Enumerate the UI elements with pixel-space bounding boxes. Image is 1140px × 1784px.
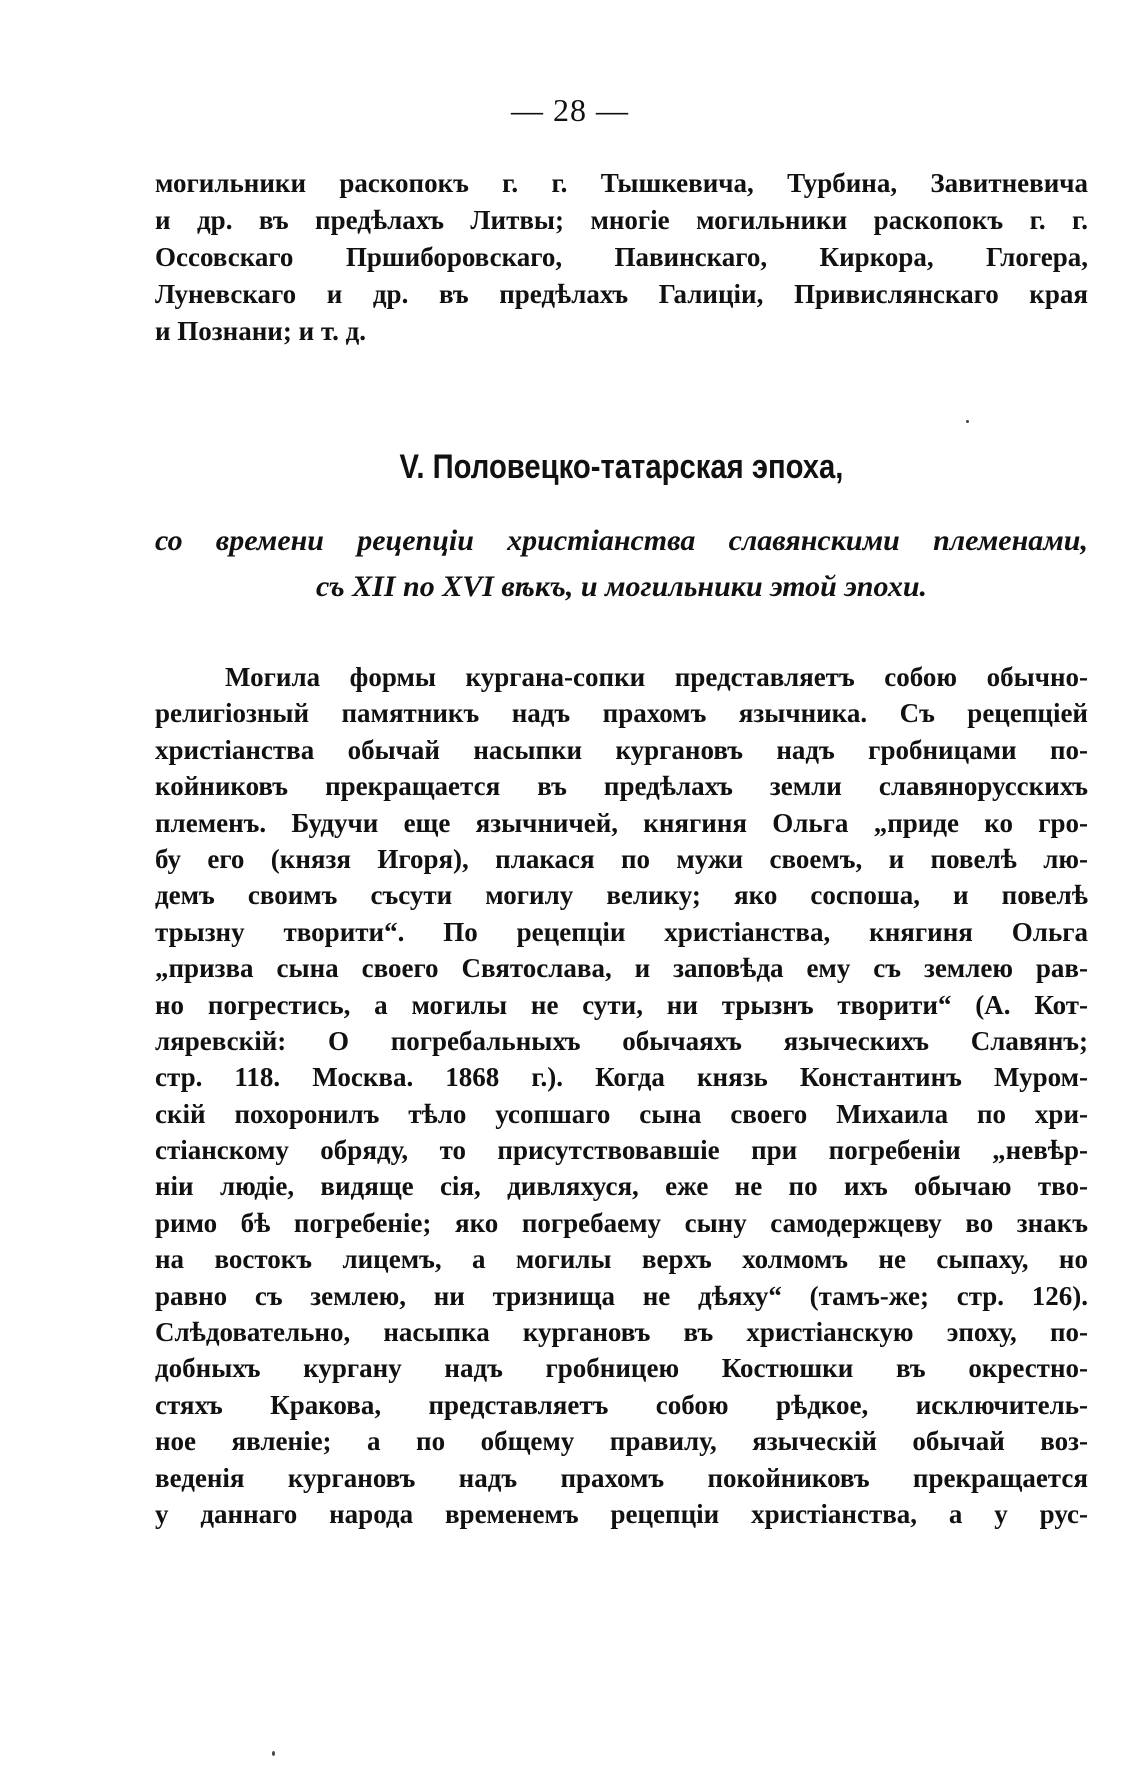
text-line: христіанства обычай насыпки кургановъ надъ гробницами по- bbox=[155, 734, 1088, 765]
text-line: племенъ. Будучи еще язычничей, княгиня Ольга „приде ко гро- bbox=[155, 807, 1088, 838]
text-line: могильники раскопокъ г. г. Тышкевича, Турбина, Завитневича bbox=[155, 168, 1088, 198]
text-line: римо бѣ погребеніе; яко погребаему сыну самодержцеву во знакъ bbox=[155, 1207, 1088, 1238]
text-line: трызну творити“. По рецепціи христіанства, княгиня Ольга bbox=[155, 916, 1088, 947]
text-line: у даннаго народа временемъ рецепціи христіанства, а у рус- bbox=[155, 1498, 1088, 1529]
text-line: на востокъ лицемъ, а могилы верхъ холмомъ не сыпаху, но bbox=[155, 1244, 1088, 1275]
text-line: бу его (князя Игоря), плакася по мужи своемъ, и повелѣ лю- bbox=[155, 843, 1088, 874]
text-line: Оссовскаго Пршиборовскаго, Павинскаго, Киркора, Глогера, bbox=[155, 242, 1088, 272]
text-line: Могила формы кургана-сопки представляетъ собою обычно- bbox=[225, 662, 1088, 692]
paragraph-continued bbox=[155, 165, 1088, 350]
text-line: равно съ землею, ни тризнища не дѣяху“ (тамъ-же; стр. 126). bbox=[155, 1280, 1088, 1311]
text-line: ляревскій: О погребальныхъ обычаяхъ языческихъ Славянъ; bbox=[155, 1025, 1088, 1056]
print-speck bbox=[966, 420, 969, 423]
text-line: койниковъ прекращается въ предѣлахъ земли славянорусскихъ bbox=[155, 771, 1088, 802]
text-line: ное явленіе; а по общему правилу, языческій обычай воз- bbox=[155, 1426, 1088, 1457]
text-line: Слѣдовательно, насыпка кургановъ въ христіанскую эпоху, по- bbox=[155, 1317, 1088, 1348]
text-line: стіанскому обряду, то присутствовавшіе при погребеніи „невѣр- bbox=[155, 1135, 1088, 1166]
paragraph-main bbox=[155, 659, 1088, 1532]
text-line: Луневскаго и др. въ предѣлахъ Галиціи, Привислянскаго края bbox=[155, 279, 1088, 309]
section-subheading-line: со времени рецепціи христіанства славянскими племенами, bbox=[155, 524, 1088, 557]
text-line: стяхъ Кракова, представляетъ собою рѣдкое, исключитель- bbox=[155, 1389, 1088, 1420]
text-line: „призва сына своего Святослава, и заповѣда ему съ землею рав- bbox=[155, 953, 1088, 984]
text-line: стр. 118. Москва. 1868 г.). Когда князь Константинъ Муром- bbox=[155, 1062, 1088, 1093]
text-line: демъ своимъ съсути могилу велику; яко соспоша, и повелѣ bbox=[155, 880, 1088, 911]
print-speck bbox=[272, 1751, 275, 1756]
page-number: — 28 — bbox=[511, 92, 629, 128]
text-line: и Познани; и т. д. bbox=[155, 316, 367, 346]
section-subheading-line: съ XII по XVI вѣкъ, и могильники этой эпохи. bbox=[315, 570, 928, 603]
section-heading: V. Половецко-татарская эпоха, bbox=[399, 448, 844, 486]
text-line: но погрестись, а могилы не сути, ни трызнъ творити“ (А. Кот- bbox=[155, 989, 1088, 1020]
text-line: и др. въ предѣлахъ Литвы; многіе могильники раскопокъ г. г. bbox=[155, 205, 1088, 235]
text-line: религіозный памятникъ надъ прахомъ язычника. Съ рецепціей bbox=[155, 698, 1088, 729]
text-line: скій похоронилъ тѣло усопшаго сына своего Михаила по хри- bbox=[155, 1098, 1088, 1129]
text-line: добныхъ кургану надъ гробницею Костюшки въ окрестно- bbox=[155, 1353, 1088, 1384]
text-line: ніи людіе, видяще сія, дивляхуся, еже не по ихъ обычаю тво- bbox=[155, 1171, 1088, 1202]
text-line: веденія кургановъ надъ прахомъ покойниковъ прекращается bbox=[155, 1462, 1088, 1493]
